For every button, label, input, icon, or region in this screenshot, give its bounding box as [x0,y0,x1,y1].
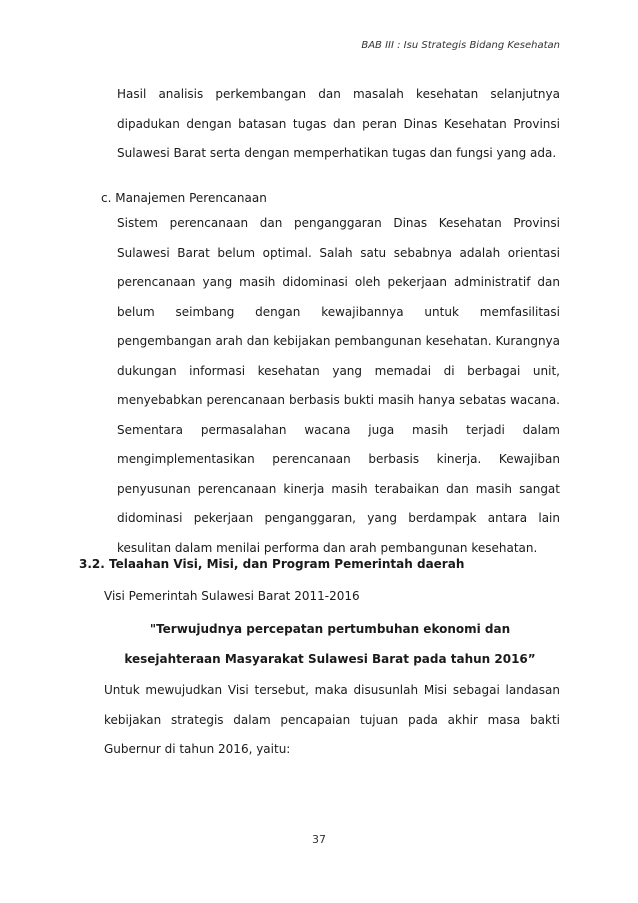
item-c-label: c. Manajemen Perencanaan [101,191,267,205]
visi-quote: "Terwujudnya percepatan pertumbuhan ekonomi dan kesejahteraan Masyarakat Sulawesi Barat pada tahun 2016” [124,622,536,666]
visi-label: Visi Pemerintah Sulawesi Barat 2011-2016 [104,589,360,603]
intro-paragraph: Hasil analisis perkembangan dan masalah kesehatan selanjutnya dipadukan dengan batasan tugas dan peran Dinas Kesehatan Provinsi Sulawesi Barat serta dengan memperhatikan tugas dan fungsi yang ada. [117,87,560,160]
running-header: BAB III : Isu Strategis Bidang Kesehatan [361,40,560,51]
section-heading: 3.2. Telaahan Visi, Misi, dan Program Pemerintah daerah [79,557,465,571]
item-c-paragraph: Sistem perencanaan dan penganggaran Dinas Kesehatan Provinsi Sulawesi Barat belum optimal. Salah satu sebabnya adalah orientasi perencanaan yang masih didominasi oleh pekerjaan administratif dan belum seimbang dengan kewajibannya untuk memfasilitasi pengembangan arah dan kebijakan pembangunan kesehatan. Kurangnya dukungan informasi kesehatan yang memadai di berbagai unit, menyebabkan perencanaan berbasis bukti masih hanya sebatas wacana. Sementara permasalahan wacana juga masih terjadi dalam mengimplementasikan perencanaan berbasis kinerja. Kewajiban penyusunan perencanaan kinerja masih terabaikan dan masih sangat didominasi pekerjaan penganggaran, yang berdampak antara lain kesulitan dalam menilai performa dan arah pembangunan kesehatan. [117,216,560,555]
page-number: 37 [312,833,326,846]
closing-paragraph: Untuk mewujudkan Visi tersebut, maka disusunlah Misi sebagai landasan kebijakan strategis dalam pencapaian tujuan pada akhir masa bakti Gubernur di tahun 2016, yaitu: [104,683,560,756]
